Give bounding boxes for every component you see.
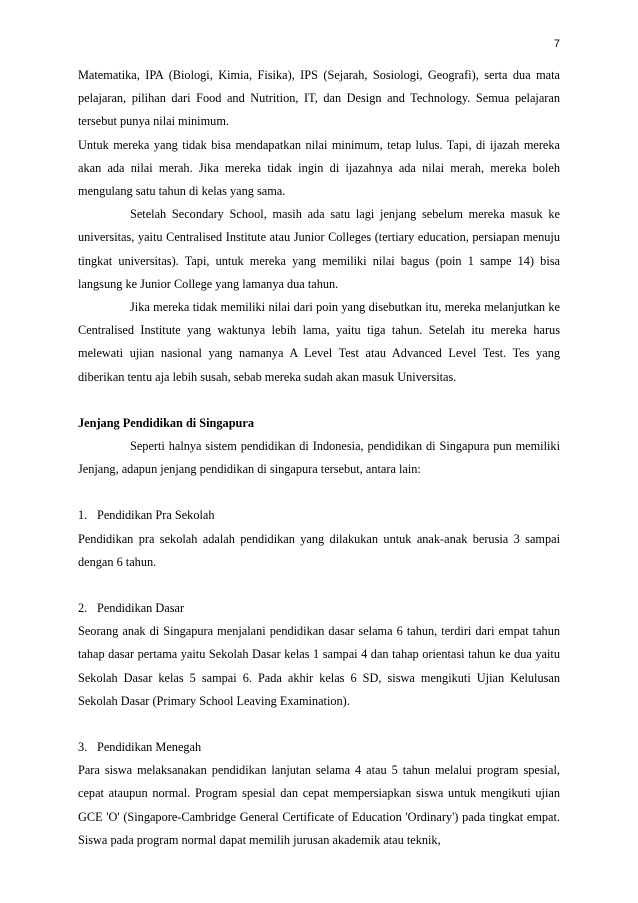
list-title: Pendidikan Dasar [97, 601, 185, 616]
list-title: Pendidikan Pra Sekolah [97, 508, 215, 523]
section-heading: Jenjang Pendidikan di Singapura [78, 415, 254, 430]
list-item-title [78, 736, 560, 759]
section-intro: Seperti halnya sistem pendidikan di Indonesia, pendidikan di Singapura pun memiliki Jenjang, adapun jenjang pendidikan di singapura tersebut, antara lain: [78, 439, 560, 477]
document-body [78, 64, 560, 852]
list-item-title [78, 597, 560, 620]
paragraph-1: Matematika, IPA (Biologi, Kimia, Fisika), IPS (Sejarah, Sosiologi, Geografi), serta dua mata pelajaran, pilihan dari Food and Nutrition, IT, dan Design and Technology. Semua pelajaran tersebut punya nilai minimum. [78, 68, 560, 129]
list-item-text: Pendidikan pra sekolah adalah pendidikan yang dilakukan untuk anak-anak berusia 3 sampai dengan 6 tahun. [78, 531, 560, 569]
paragraph-3: Setelah Secondary School, masih ada satu lagi jenjang sebelum mereka masuk ke universitas, yaitu Centralised Institute atau Junior Colleges (tertiary education, persiapan menuju tingkat universitas). Tapi, untuk mereka yang memiliki nilai bagus (poin 1 sampe 14) bisa langsung ke Junior College yang lamanya dua tahun. [78, 207, 560, 291]
list-number: 1. [78, 508, 88, 523]
list-title: Pendidikan Menegah [97, 740, 202, 755]
list-number: 3. [78, 740, 88, 755]
page-number: 7 [553, 38, 560, 50]
list-item-title [78, 504, 560, 527]
list-item-text: Seorang anak di Singapura menjalani pendidikan dasar selama 6 tahun, terdiri dari empat tahun tahap dasar pertama yaitu Sekolah Dasar kelas 1 sampai 4 dan tahap orientasi tahun ke dua yaitu Sekolah Dasar kelas 5 sampai 6. Pada akhir kelas 6 SD, siswa mengikuti Ujian Kelulusan Sekolah Dasar (Primary School Leaving Examination). [78, 624, 560, 708]
list-number: 2. [78, 601, 88, 616]
paragraph-4: Jika mereka tidak memiliki nilai dari poin yang disebutkan itu, mereka melanjutkan ke Centralised Institute yang waktunya lebih lama, yaitu tiga tahun. Setelah itu mereka harus melewati ujian nasional yang namanya A Level Test atau Advanced Level Test. Tes yang diberikan tentu aja lebih susah, sebab mereka sudah akan masuk Universitas. [78, 300, 560, 384]
list-item-text: Para siswa melaksanakan pendidikan lanjutan selama 4 atau 5 tahun melalui program spesial, cepat ataupun normal. Program spesial dan cepat mempersiapkan siswa untuk mengikuti ujian GCE 'O' (Singapore-Cambridge General Certificate of Education 'Ordinary') pada tingkat empat. Siswa pada program normal dapat memilih jurusan akademik atau teknik, [78, 763, 560, 847]
paragraph-2: Untuk mereka yang tidak bisa mendapatkan nilai minimum, tetap lulus. Tapi, di ijazah mereka akan ada nilai merah. Jika mereka tidak ingin di ijazahnya ada nilai merah, mereka boleh mengulang satu tahun di kelas yang sama. [78, 137, 560, 199]
